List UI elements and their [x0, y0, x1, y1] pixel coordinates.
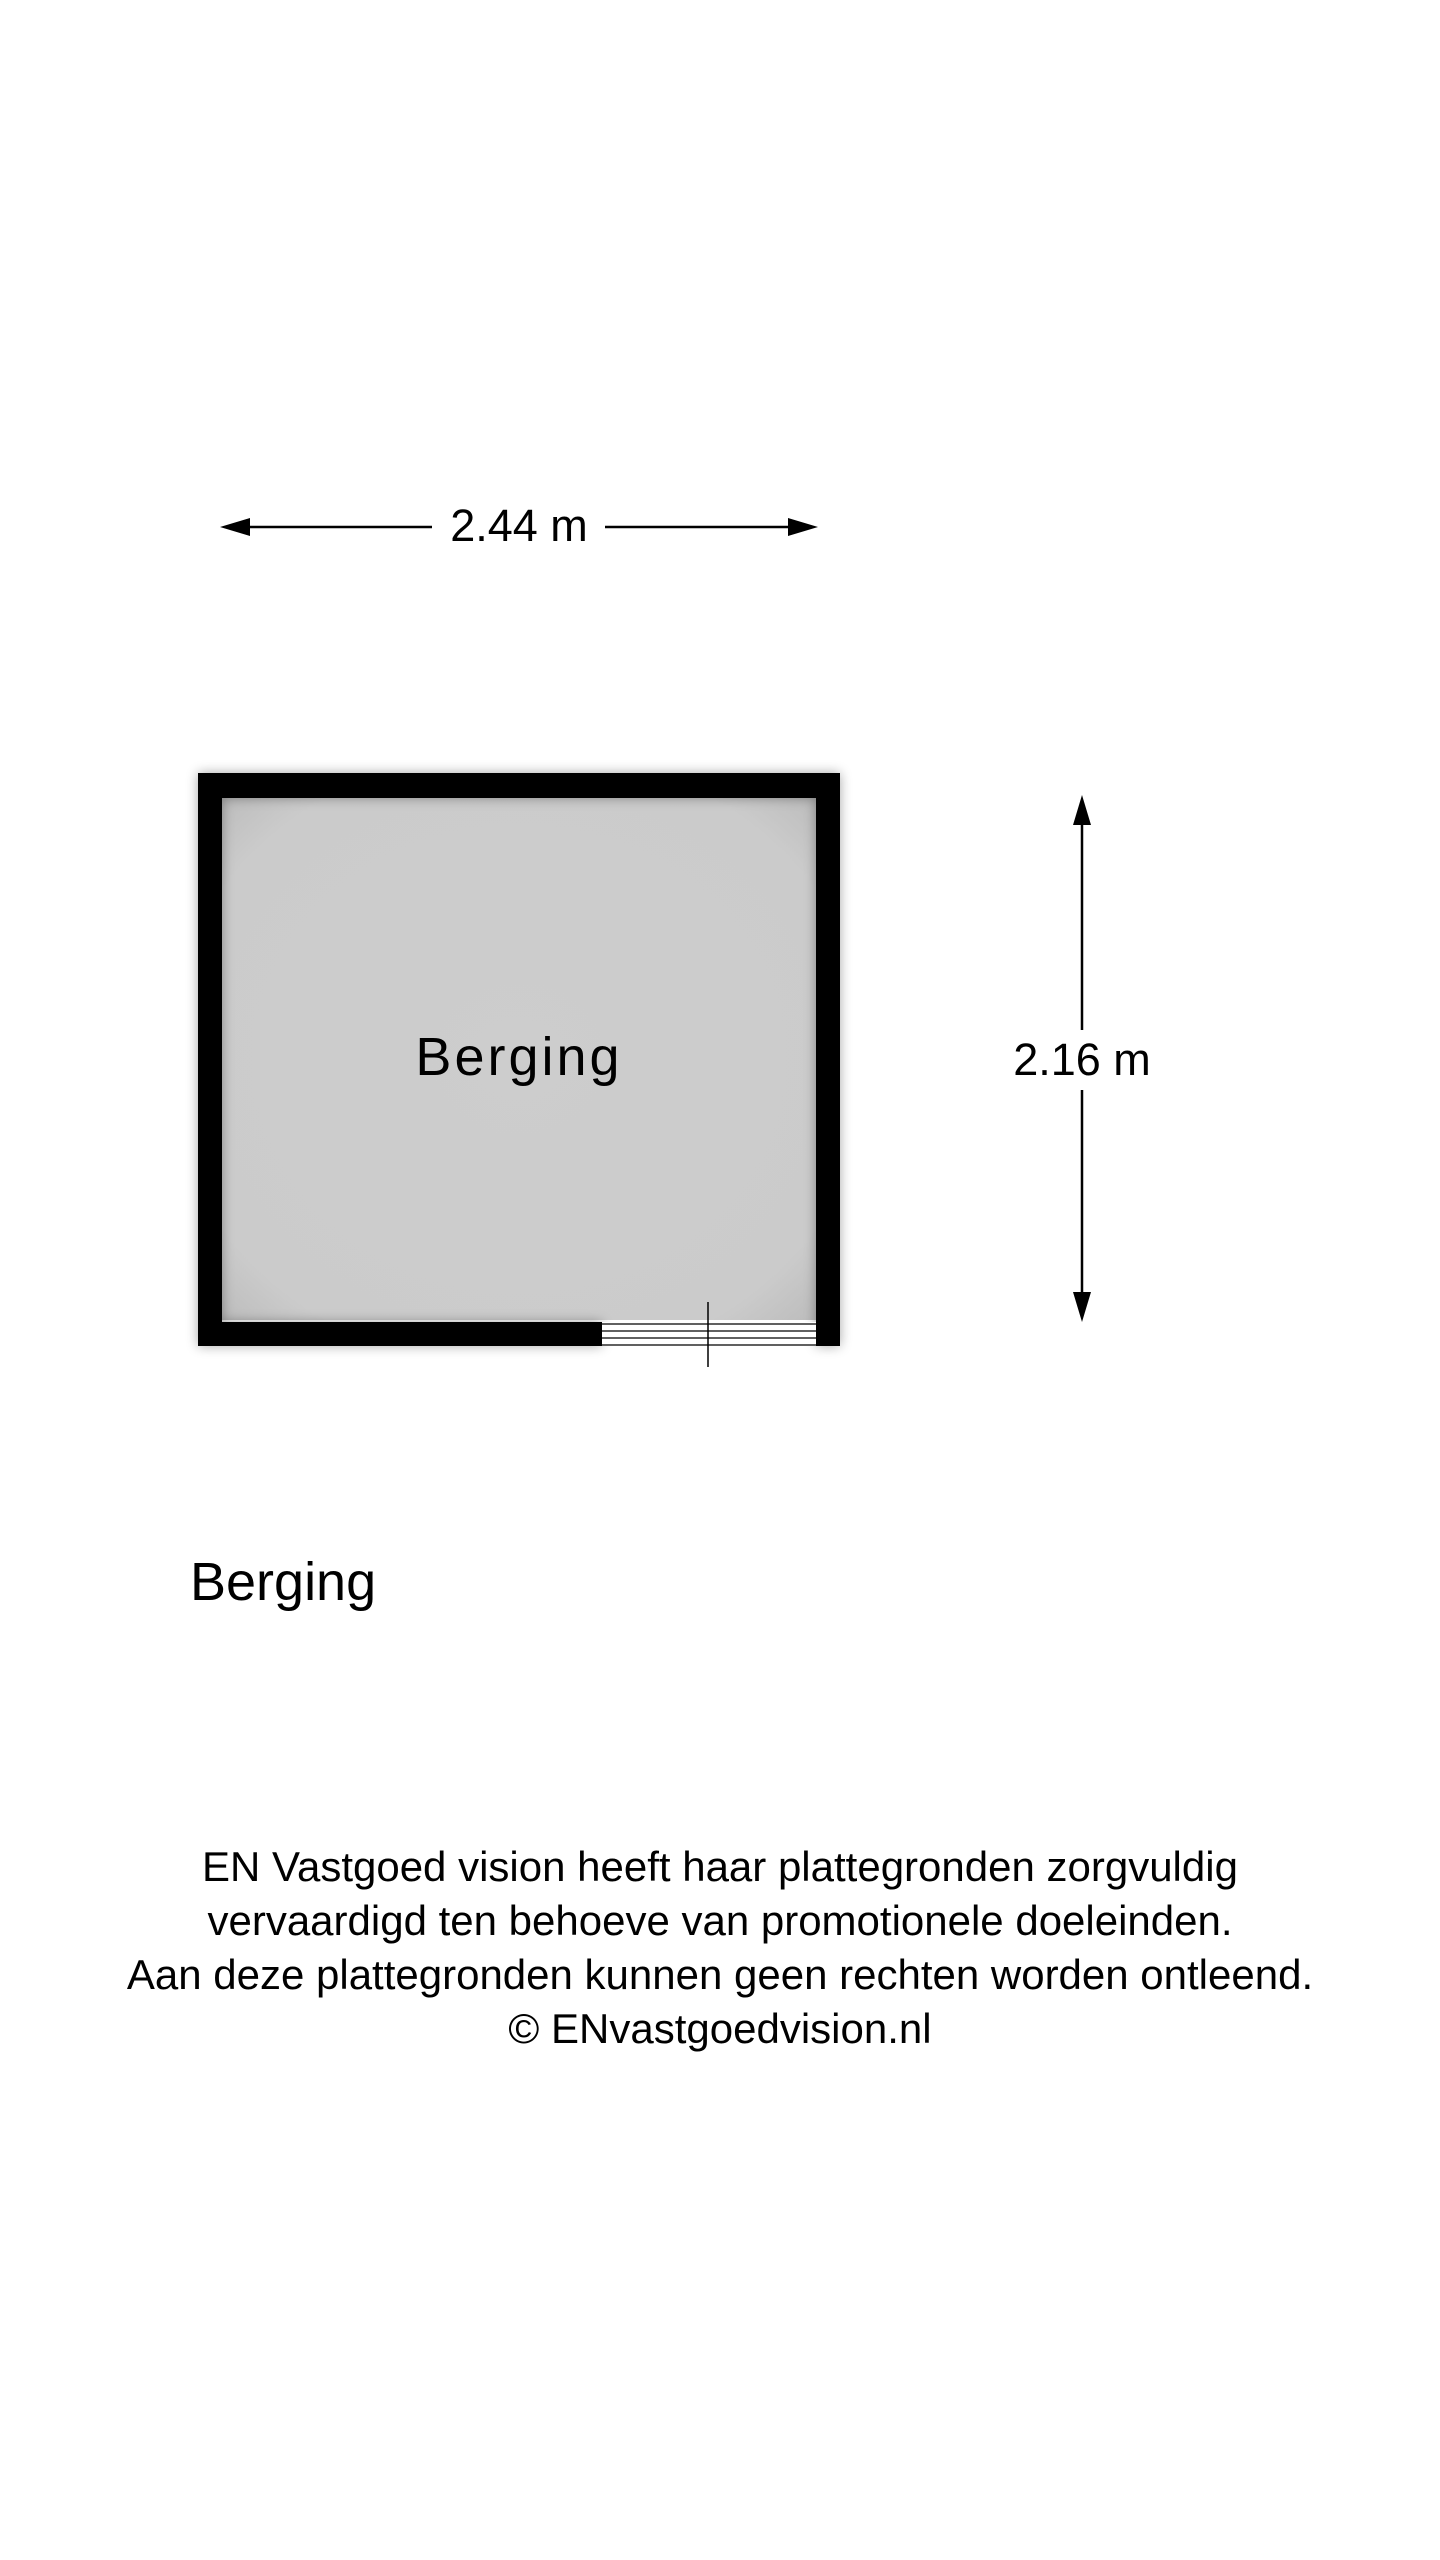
arrow-left-icon — [220, 518, 250, 536]
disclaimer-line: EN Vastgoed vision heeft haar plattegronden zorgvuldig — [202, 1843, 1238, 1890]
arrow-down-icon — [1073, 1292, 1091, 1322]
disclaimer — [0, 1840, 1440, 2056]
copyright-line: © ENvastgoedvision.nl — [508, 2005, 932, 2052]
height-dimension-label: 2.16 m — [1013, 1034, 1151, 1085]
disclaimer-line: vervaardigd ten behoeve van promotionele doeleinden. — [207, 1897, 1233, 1944]
height-dimension — [1013, 795, 1151, 1322]
floor-caption: Berging — [190, 1552, 377, 1612]
arrow-right-icon — [788, 518, 818, 536]
room-berging — [198, 773, 840, 1367]
width-dimension — [220, 500, 818, 551]
room-label: Berging — [415, 1027, 623, 1087]
width-dimension-label: 2.44 m — [450, 500, 588, 551]
disclaimer-line: Aan deze plattegronden kunnen geen rechten worden ontleend. — [126, 1951, 1314, 1998]
arrow-up-icon — [1073, 795, 1091, 825]
